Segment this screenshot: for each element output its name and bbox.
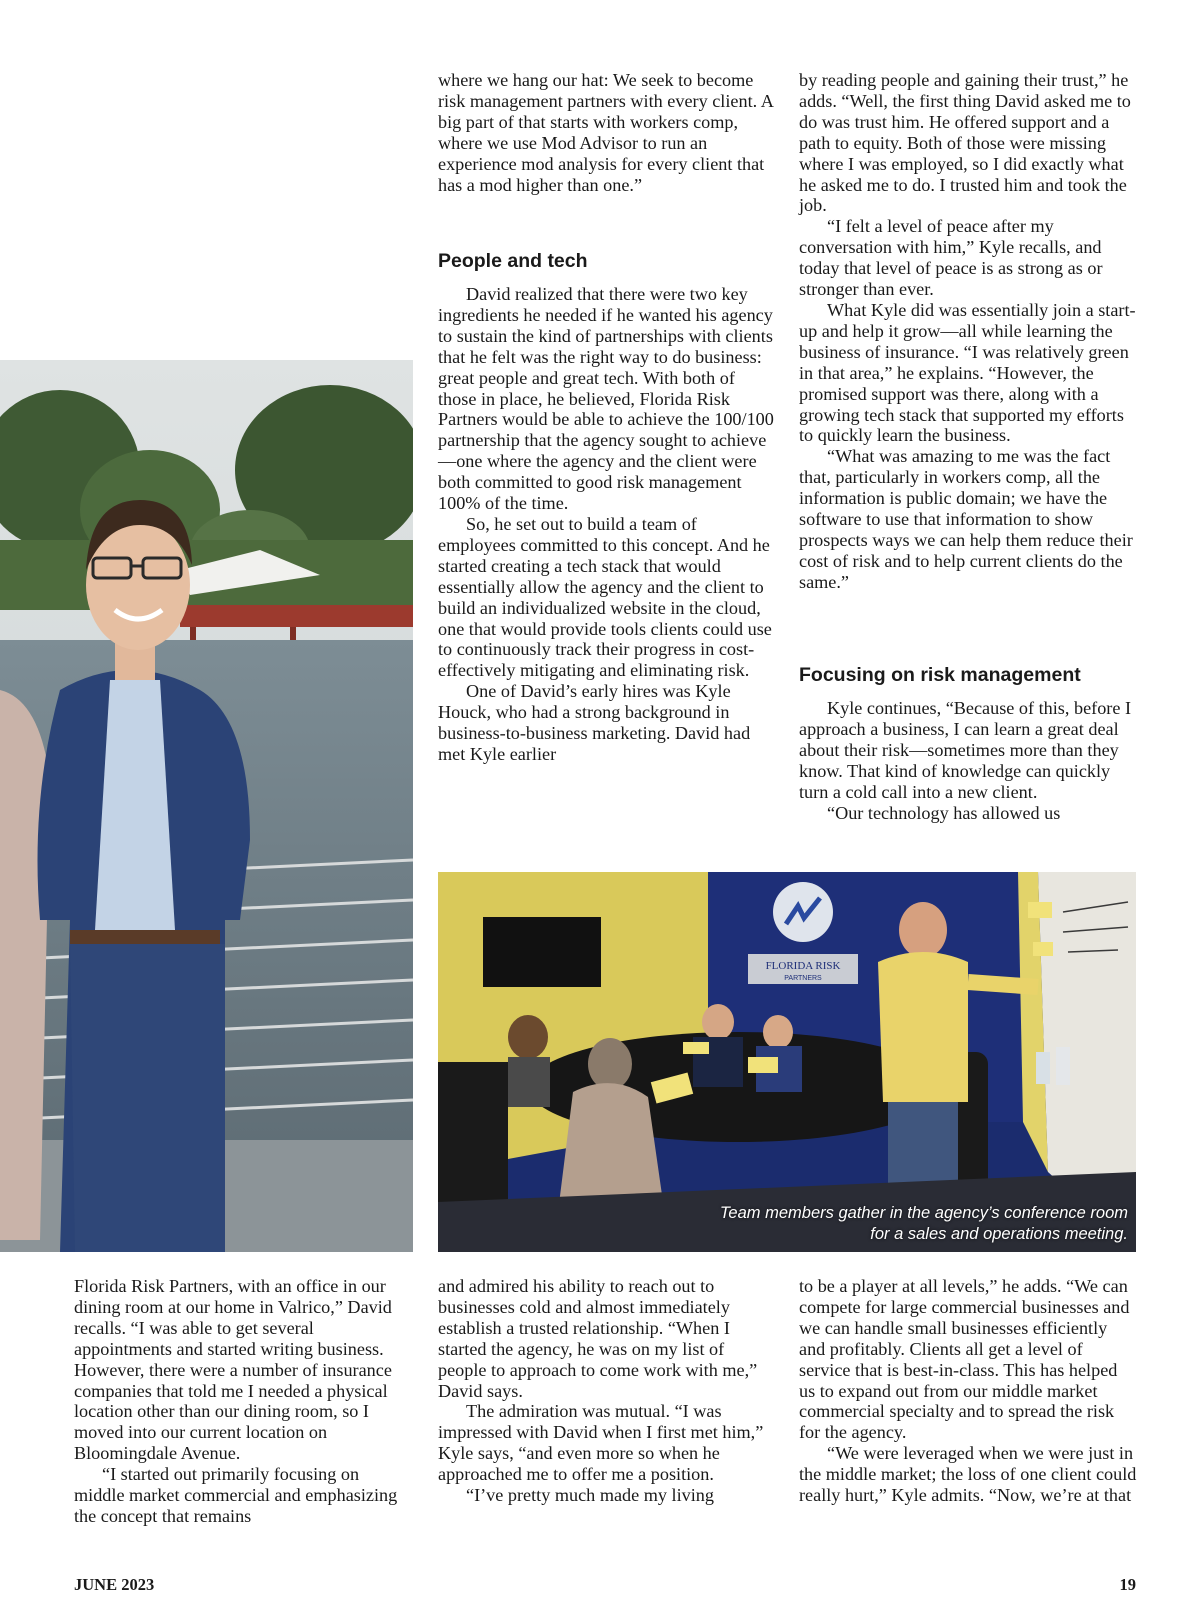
article-column-2-body [438, 284, 776, 765]
paragraph: “Our technology has allowed us [827, 802, 1061, 823]
paragraph: and admired his ability to reach out to businesses cold and almost immediately establish a trusted relationship. “When I started the agency, he was on my list of people to approach to come work with me,” David says. [438, 1276, 758, 1401]
paragraph: where we hang our hat: We seek to become risk management partners with every client. A big part of that starts with workers comp, where we use Mod Advisor to run an experience mod analysis for every client that has a mod higher than one.” [438, 70, 773, 195]
paragraph: Kyle continues, “Because of this, before I approach a business, I can learn a great deal about their risk—sometimes more than they know. That kind of knowledge can quickly turn a cold call into a new client. [799, 698, 1132, 802]
article-column-2 [438, 70, 776, 195]
paragraph: What Kyle did was essentially join a start-up and help it grow—all while learning the business of insurance. “I was relatively green in that area,” he explains. “However, the promised support was there, along with a growing tech stack that supported my efforts to quickly learn the business. [799, 299, 1136, 446]
paragraph: “I started out primarily focusing on middle market commercial and emphasizing the concept that remains [74, 1464, 398, 1526]
article-column-bottom-1 [74, 1276, 414, 1527]
section-heading-focusing: Focusing on risk management [799, 664, 1081, 686]
sign-subtext: PARTNERS [784, 975, 822, 982]
paragraph: One of David’s early hires was Kyle Houck, who had a strong background in business-to-business marketing. David had met Kyle earlier [438, 681, 751, 764]
article-column-3 [799, 70, 1137, 593]
footer-date: JUNE 2023 [74, 1575, 155, 1594]
paragraph: So, he set out to build a team of employees committed to this concept. And he started creating a tech stack that would essentially allow the agency and the client to build an individualized website in the cloud, one that would provide tools clients could use to continuously track their progress in cost-effectively mitigating and eliminating risk. [438, 513, 772, 681]
paragraph: David realized that there were two key ingredients he needed if he wanted his agency to sustain the kind of partnerships with clients that he felt was the right way to do business: great people and great tech. With both of those in place, he believed, Florida Risk Partners would be able to achieve the 100/100 partnership that the agency sought to achieve—one where the agency and the client were both committed to good risk management 100% of the time. [438, 284, 774, 514]
article-column-bottom-2 [438, 1276, 776, 1506]
page-number: 19 [1119, 1575, 1136, 1594]
paragraph: “We were leveraged when we were just in the middle market; the loss of one client could really hurt,” Kyle admits. “Now, we’re at that [799, 1443, 1137, 1506]
paragraph: “I’ve pretty much made my living [466, 1485, 714, 1506]
paragraph: “What was amazing to me was the fact that, particularly in workers comp, all the information is public domain; we have the software to use that information to show prospects ways we can help them reduce their cost of risk and to help current clients do the same.” [799, 446, 1133, 592]
sign-text: FLORIDA RISK [765, 960, 841, 972]
article-column-3-body [799, 698, 1137, 823]
paragraph: Florida Risk Partners, with an office in our dining room at our home in Valrico,” David recalls. “I was able to get several appointments and started writing business. However, there were a number of insurance companies that told me I needed a physical location other than our dining room, so I moved into our current location on Bloomingdale Avenue. [74, 1276, 392, 1464]
photo-caption-line-2: for a sales and operations meeting. [870, 1225, 1128, 1243]
photo-caption: Team members gather in the agency’s conference room [719, 1204, 1128, 1222]
portrait-photo [0, 360, 413, 1252]
paragraph: The admiration was mutual. “I was impressed with David when I first met him,” Kyle says, “and even more so when he approached me to offer me a position. [438, 1401, 764, 1485]
article-column-bottom-3 [799, 1276, 1137, 1506]
paragraph: by reading people and gaining their trust,” he adds. “Well, the first thing David asked me to do was trust him. He offered support and a path to equity. Both of those were missing where I was employed, so I did exactly what he asked me to do. I trusted him and took the job. [799, 70, 1131, 216]
conference-room-photo [438, 872, 1136, 1252]
paragraph: to be a player at all levels,” he adds. “We can compete for large commercial businesses and we can handle small businesses efficiently and profitably. Clients all get a level of service that is best-in-class. This has helped us to expand out from our middle market commercial specialty and to spread the risk for the agency. [799, 1276, 1130, 1443]
paragraph: “I felt a level of peace after my conversation with him,” Kyle recalls, and today that level of peace is as strong as or stronger than ever. [799, 216, 1103, 300]
section-heading-people-tech: People and tech [438, 250, 588, 272]
